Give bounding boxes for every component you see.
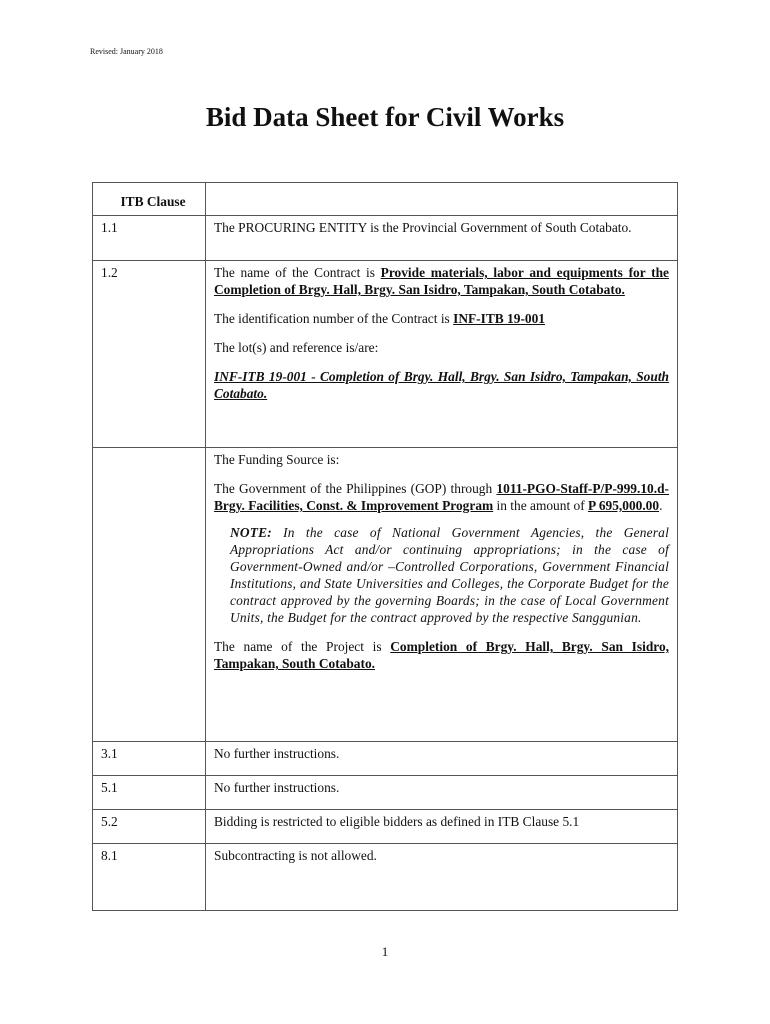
lot-reference: INF-ITB 19-001 - Completion of Brgy. Hall, Brgy. San Isidro, Tampakan, South Cotabato.	[214, 369, 669, 401]
clause-text	[206, 448, 678, 742]
clause-number: 5.1	[93, 776, 206, 810]
clause-text	[206, 216, 678, 261]
contract-id-prefix: The identification number of the Contract is	[214, 311, 454, 326]
note-text: In the case of National Government Agencies, the General Appropriations Act and/or continuing appropriations; in the case of Government-Owned and/or –Controlled Corporations, Government Financial Institutions, and State Universities and Colleges, the Corporate Budget for the contract approved by the governing Boards; in the case of Local Government Units, the Budget for the contract approved by the respective Sanggunian.	[230, 525, 669, 625]
contract-name-paragraph	[214, 264, 669, 298]
page-number: 1	[381, 944, 389, 959]
clause-number: 5.2	[93, 810, 206, 844]
clause-text: Bidding is restricted to eligible bidders as defined in ITB Clause 5.1	[206, 810, 678, 844]
table-row	[93, 844, 678, 911]
clause-number: 8.1	[93, 844, 206, 911]
table-row	[93, 216, 678, 261]
clause-number: 1.1	[93, 216, 206, 261]
gov-prefix: The Government of the Philippines (GOP) through	[214, 481, 497, 496]
amount-prefix: in the amount of	[493, 498, 589, 513]
table-row	[93, 448, 678, 742]
contract-id-paragraph	[214, 310, 669, 327]
project-name-paragraph	[214, 638, 669, 672]
note-label: NOTE:	[230, 525, 272, 540]
page-title: Bid Data Sheet for Civil Works	[205, 102, 565, 132]
amount: P 695,000.00	[588, 498, 660, 513]
revision-note: Revised: January 2018	[90, 47, 163, 56]
clause-number: 3.1	[93, 742, 206, 776]
table-row	[93, 776, 678, 810]
contract-name-prefix: The name of the Contract is	[214, 265, 381, 280]
clause-text	[206, 261, 678, 448]
funding-paragraph	[214, 480, 669, 514]
table-header-row	[93, 183, 678, 216]
table-row	[93, 261, 678, 448]
header-blank-cell	[206, 183, 678, 216]
clause-text: Subcontracting is not allowed.	[206, 844, 678, 911]
procuring-entity-text: The PROCURING ENTITY is the Provincial Government of South Cotabato.	[214, 220, 632, 235]
table-row	[93, 810, 678, 844]
lots-label: The lot(s) and reference is/are:	[214, 340, 379, 355]
clause-text: No further instructions.	[206, 742, 678, 776]
itb-clause-header: ITB Clause	[93, 183, 206, 216]
project-name: Completion of Brgy. Hall, Brgy. San Isidro, Tampakan, South Cotabato.	[214, 639, 670, 671]
funding-label: The Funding Source is:	[214, 452, 340, 467]
amount-suffix: .	[659, 498, 663, 513]
contract-id: INF-ITB 19-001	[453, 311, 545, 326]
clause-number: 1.2	[93, 261, 206, 448]
contract-name: Provide materials, labor and equipments for the Completion of Brgy. Hall, Brgy. San Isidro, Tampakan, South Cotabato.	[214, 265, 669, 297]
gov-program: 1011-PGO-Staff-P/P-999.10.d- Brgy. Facilities, Const. & Improvement Program	[214, 481, 669, 513]
clause-text: No further instructions.	[206, 776, 678, 810]
project-name-prefix: The name of the Project is	[214, 639, 391, 654]
bid-data-table	[92, 182, 678, 911]
table-row	[93, 742, 678, 776]
funding-note	[230, 524, 669, 626]
clause-number	[93, 448, 206, 742]
